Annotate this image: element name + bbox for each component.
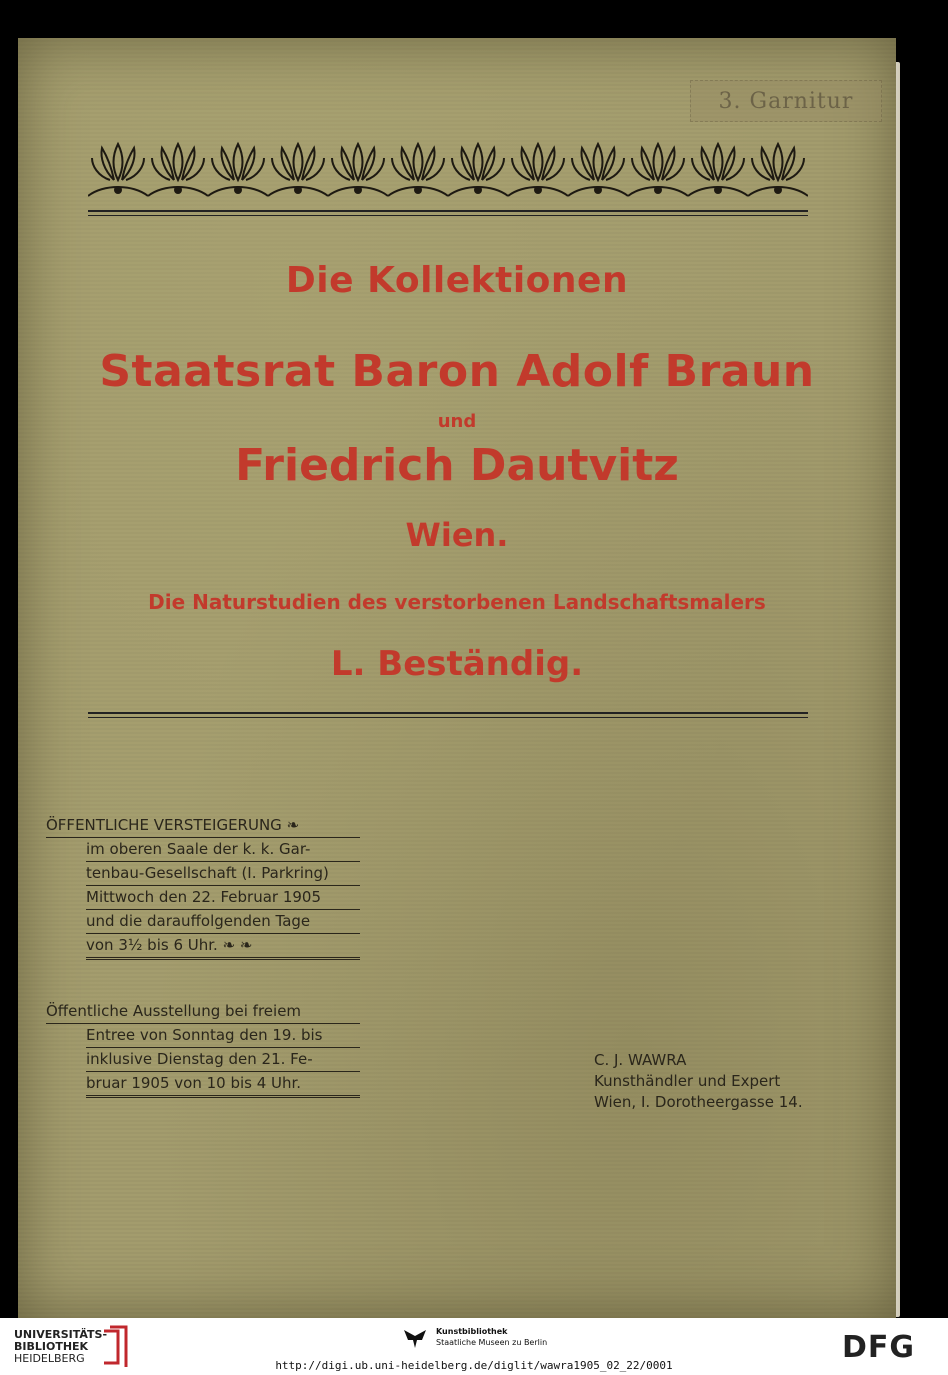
fleuron-icon: ❧ ❧: [222, 936, 253, 954]
lotus-ornament-stroke: [632, 158, 650, 180]
lotus-frieze-ornament: [88, 136, 808, 208]
auction-line: tenbau-Gesellschaft (I. Parkring): [86, 862, 360, 886]
lotus-ornament-stroke: [114, 144, 123, 180]
lotus-ornament-stroke: [722, 148, 735, 180]
kunstbibliothek-logo[interactable]: [402, 1326, 547, 1350]
lotus-ornament-stroke: [512, 158, 530, 180]
fleuron-icon: ❧: [286, 816, 300, 834]
lotus-ornament-dot: [535, 187, 541, 193]
lotus-ornament-stroke: [162, 148, 175, 180]
auction-line: im oberen Saale der k. k. Gar-: [86, 838, 360, 862]
lotus-ornament-dot: [715, 187, 721, 193]
shelf-label-text: 3. Garnitur: [718, 88, 854, 114]
ub-line-1: UNIVERSITÄTS-: [14, 1328, 108, 1341]
lotus-ornament-stroke: [542, 148, 555, 180]
lotus-ornament-stroke: [332, 158, 350, 180]
title-braun: Staatsrat Baron Adolf Braun: [99, 346, 815, 397]
lotus-ornament-stroke: [522, 148, 535, 180]
lotus-ornament-stroke: [654, 144, 663, 180]
lotus-ornament-stroke: [572, 158, 590, 180]
lotus-ornament-stroke: [762, 148, 775, 180]
lotus-ornament-stroke: [662, 148, 675, 180]
lotus-ornament-stroke: [752, 158, 770, 180]
title-wien: Wien.: [405, 516, 509, 554]
kb-line-1: Kunstbibliothek: [436, 1327, 508, 1336]
lotus-ornament-stroke: [302, 148, 315, 180]
lotus-ornament-stroke: [294, 144, 303, 180]
lotus-ornament-stroke: [702, 148, 715, 180]
exhibition-line-last: bruar 1905 von 10 bis 4 Uhr.: [86, 1072, 360, 1098]
lotus-ornament-stroke: [602, 148, 615, 180]
auction-line: und die darauffolgenden Tage: [86, 910, 360, 934]
lotus-ornament-stroke: [714, 144, 723, 180]
lotus-ornament-stroke: [234, 144, 243, 180]
permalink-url[interactable]: http://digi.ub.uni-heidelberg.de/diglit/wawra1905_02_22/0001: [275, 1359, 673, 1372]
lotus-ornament-stroke: [726, 158, 744, 180]
catalogue-cover: [18, 38, 896, 1318]
auction-heading: ÖFFENTLICHE VERSTEIGERUNG ❧: [46, 814, 360, 838]
lotus-ornament-dot: [175, 187, 181, 193]
footer-bar: [0, 1318, 948, 1375]
lotus-ornament-dot: [235, 187, 241, 193]
title-bestaendig: L. Beständig.: [330, 644, 584, 684]
dealer-name: C. J. WAWRA: [594, 1051, 687, 1069]
lotus-ornament-stroke: [186, 158, 204, 180]
shelf-label: [690, 80, 882, 122]
exhibition-line: Entree von Sonntag den 19. bis: [86, 1024, 360, 1048]
top-rule-thin: [88, 215, 808, 216]
lotus-ornament-dot: [115, 187, 121, 193]
lotus-ornament-stroke: [366, 158, 384, 180]
lotus-ornament-stroke: [342, 148, 355, 180]
title-dautvitz: Friedrich Dautvitz: [235, 440, 679, 491]
exhibition-block: [46, 1000, 360, 1098]
lotus-ornament-stroke: [582, 148, 595, 180]
title-naturstudien: Die Naturstudien des verstorbenen Landschaftsmalers: [148, 590, 766, 614]
dealer-address: Wien, I. Dorotheergasse 14.: [594, 1093, 803, 1111]
lotus-ornament-stroke: [306, 158, 324, 180]
mid-rule-thin: [88, 717, 808, 718]
lotus-ornament-dot: [415, 187, 421, 193]
auction-line-last: von 3½ bis 6 Uhr. ❧ ❧: [86, 934, 360, 960]
lotus-ornament-stroke: [786, 158, 804, 180]
dfg-logo[interactable]: DFG: [842, 1330, 916, 1365]
lotus-ornament-stroke: [486, 158, 504, 180]
dealer-block: [594, 1050, 844, 1113]
kb-line-2: Staatliche Museen zu Berlin: [436, 1338, 548, 1347]
title-collections: Die Kollektionen: [285, 260, 629, 301]
lotus-ornament-dot: [355, 187, 361, 193]
lotus-ornament-stroke: [182, 148, 195, 180]
lotus-ornament-stroke: [606, 158, 624, 180]
exhibition-line: inklusive Dienstag den 21. Fe-: [86, 1048, 360, 1072]
lotus-ornament-stroke: [92, 158, 110, 180]
top-rule: [88, 210, 808, 212]
auction-block: [46, 814, 360, 960]
lotus-ornament-stroke: [546, 158, 564, 180]
lotus-ornament-stroke: [362, 148, 375, 180]
ub-line-3: HEIDELBERG: [14, 1352, 85, 1365]
lotus-ornament-dot: [595, 187, 601, 193]
lotus-ornament-dot: [295, 187, 301, 193]
lotus-ornament-dot: [655, 187, 661, 193]
lotus-ornament-stroke: [422, 148, 435, 180]
lotus-ornament-stroke: [774, 144, 783, 180]
mid-rule: [88, 712, 808, 714]
lotus-ornament-stroke: [452, 158, 470, 180]
lotus-ornament-stroke: [126, 158, 144, 180]
lotus-ornament-stroke: [282, 148, 295, 180]
lotus-ornament-stroke: [122, 148, 135, 180]
lotus-ornament-dot: [775, 187, 781, 193]
lotus-ornament-stroke: [482, 148, 495, 180]
lotus-ornament-stroke: [594, 144, 603, 180]
ub-line-2: BIBLIOTHEK: [14, 1340, 89, 1353]
lotus-ornament-stroke: [242, 148, 255, 180]
lotus-ornament-stroke: [272, 158, 290, 180]
lotus-ornament-stroke: [474, 144, 483, 180]
exhibition-heading: Öffentliche Ausstellung bei freiem: [46, 1000, 360, 1024]
lotus-ornament-stroke: [642, 148, 655, 180]
lotus-ornament-stroke: [222, 148, 235, 180]
title-und: und: [437, 411, 477, 432]
lotus-ornament-stroke: [534, 144, 543, 180]
lotus-ornament-stroke: [354, 144, 363, 180]
lotus-ornament-stroke: [212, 158, 230, 180]
lotus-ornament-stroke: [462, 148, 475, 180]
lotus-ornament-stroke: [402, 148, 415, 180]
auction-line: Mittwoch den 22. Februar 1905: [86, 886, 360, 910]
lotus-ornament-dot: [475, 187, 481, 193]
dealer-role: Kunsthändler und Expert: [594, 1072, 781, 1090]
lotus-ornament-stroke: [152, 158, 170, 180]
lotus-ornament-stroke: [782, 148, 795, 180]
lotus-ornament-stroke: [102, 148, 115, 180]
lotus-ornament-stroke: [426, 158, 444, 180]
lotus-ornament-stroke: [246, 158, 264, 180]
lotus-ornament-stroke: [692, 158, 710, 180]
lotus-ornament-stroke: [174, 144, 183, 180]
lotus-ornament-stroke: [666, 158, 684, 180]
lotus-ornament-stroke: [392, 158, 410, 180]
eagle-icon: [402, 1326, 428, 1350]
lotus-ornament-stroke: [414, 144, 423, 180]
